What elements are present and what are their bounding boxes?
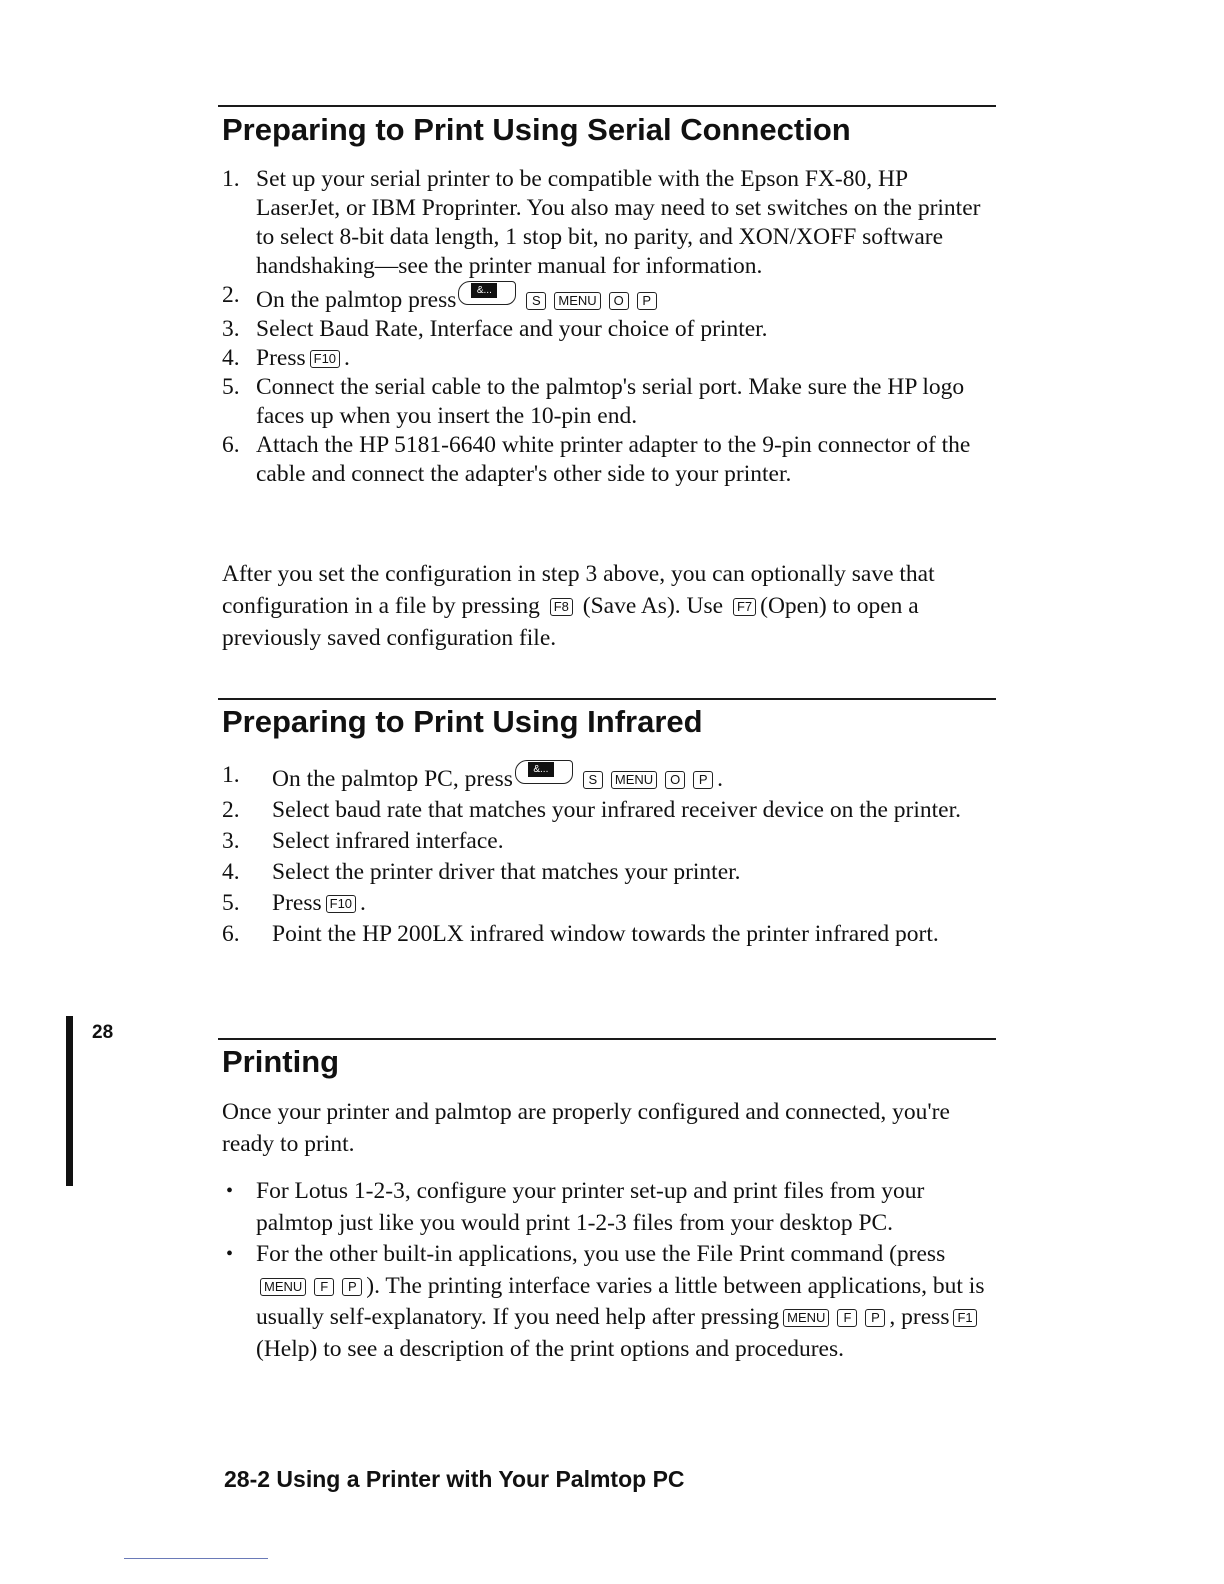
key-menu: MENU — [260, 1278, 306, 1296]
step-text: Select infrared interface. — [272, 828, 504, 854]
heading-infrared: Preparing to Print Using Infrared — [222, 704, 703, 739]
list-item: 2. On the palmtop press &... S MENU O P — [222, 281, 992, 315]
step-text: Press — [256, 345, 306, 371]
infrared-steps — [222, 760, 992, 950]
key-o: O — [609, 292, 629, 310]
list-item: 6. Attach the HP 5181-6640 white printer adapter to the 9-pin connector of the cable and connect the adapter's other side to your printer. — [222, 432, 971, 487]
list-item: 5. Connect the serial cable to the palmtop's serial port. Make sure the HP logo faces up when you insert the 10-pin end. — [222, 374, 965, 429]
step-text: Set up your serial printer to be compatible with the Epson FX-80, HP LaserJet, or IBM Proprinter. You also may need to set switches on the printer to select 8-bit data length, 1 stop bit, no parity, and XON/XOFF software handshaking—see the printer manual for information. — [256, 166, 981, 279]
list-item: 1. On the palmtop PC, press &... S MENU O P . — [222, 762, 724, 792]
printing-intro: Once your printer and palmtop are properly configured and connected, you're ready to print. — [222, 1099, 950, 1157]
section-rule-serial — [218, 105, 996, 107]
key-s: S — [583, 771, 603, 789]
key-f: F — [837, 1309, 857, 1327]
ampersand-key-icon: &... — [458, 281, 516, 305]
list-item: • For Lotus 1-2-3, configure your printer set-up and print files from your palmtop just like you would print 1-2-3 files from your desktop PC. — [226, 1178, 925, 1236]
list-item: 2. Select baud rate that matches your infrared receiver device on the printer. — [222, 797, 962, 823]
step-text: Select Baud Rate, Interface and your choice of printer. — [256, 316, 768, 342]
step-text: Point the HP 200LX infrared window towards the printer infrared port. — [272, 921, 939, 947]
bullet-icon: • — [226, 1243, 234, 1265]
key-f10: F10 — [310, 350, 340, 368]
ampersand-key-icon: &... — [515, 760, 573, 784]
serial-steps — [222, 165, 992, 489]
key-s: S — [526, 292, 546, 310]
key-p: P — [342, 1278, 362, 1296]
key-menu: MENU — [554, 292, 600, 310]
step-text: Select the printer driver that matches your printer. — [272, 859, 741, 885]
heading-printing: Printing — [222, 1044, 340, 1079]
key-menu: MENU — [783, 1309, 829, 1327]
list-item: 3. Select Baud Rate, Interface and your choice of printer. — [222, 316, 768, 342]
step-text: Connect the serial cable to the palmtop's serial port. Make sure the HP logo faces up when you insert the 10-pin end. — [256, 374, 965, 429]
key-o: O — [665, 771, 685, 789]
list-item: 6. Point the HP 200LX infrared window towards the printer infrared port. — [222, 921, 939, 947]
list-item: 3. Select infrared interface. — [222, 828, 504, 854]
step-text: On the palmtop PC, press — [272, 766, 513, 792]
list-item: • For the other built-in applications, you use the File Print command (pressMENU F P ). The printing interface varies a little between applications, but is usually self-explanatory. If you need help after pressing MENU F P , press F1(Help) to see a description of the print options and procedures. — [226, 1241, 985, 1362]
key-menu: MENU — [611, 771, 657, 789]
list-item: 5. Press F10 . — [222, 890, 366, 916]
step-text: Attach the HP 5181-6640 white printer adapter to the 9-pin connector of the cable and connect the adapter's other side to your printer. — [256, 432, 971, 487]
step-text: Select baud rate that matches your infrared receiver device on the printer. — [272, 797, 962, 823]
key-f1: F1 — [953, 1309, 976, 1327]
key-f: F — [314, 1278, 334, 1296]
key-f7: F7 — [733, 598, 756, 616]
key-p: P — [865, 1309, 885, 1327]
page-footer: 28-2 Using a Printer with Your Palmtop PC — [224, 1466, 685, 1492]
bullet-icon: • — [226, 1180, 234, 1202]
list-item: 4. Press F10 . — [222, 345, 350, 371]
heading-serial: Preparing to Print Using Serial Connection — [222, 112, 851, 147]
key-f8: F8 — [550, 598, 573, 616]
chapter-tab-bar — [66, 1016, 73, 1186]
chapter-tab-number: 28 — [92, 1022, 114, 1043]
step-text: On the palmtop press — [256, 287, 457, 313]
list-item: 4. Select the printer driver that matches your printer. — [222, 859, 741, 885]
step-text: Press — [272, 890, 322, 916]
printing-bullets — [222, 1176, 994, 1365]
list-item: 1. Set up your serial printer to be compatible with the Epson FX-80, HP LaserJet, or IBM Proprinter. You also may need to set switches on the printer to select 8-bit data length, 1 stop bit, no parity, and XON/XOFF software handshaking—see the printer manual for information. — [222, 166, 981, 279]
key-f10: F10 — [326, 895, 356, 913]
serial-after-paragraph: After you set the configuration in step 3 above, you can optionally save that configuration in a file by pressing F8 (Save As). Use F7 (Open) to open a previously saved configuration file. — [222, 561, 935, 651]
section-rule-infrared — [218, 698, 996, 700]
section-rule-printing — [218, 1038, 996, 1040]
bottom-divider — [124, 1558, 268, 1559]
key-p: P — [637, 292, 657, 310]
key-p: P — [693, 771, 713, 789]
